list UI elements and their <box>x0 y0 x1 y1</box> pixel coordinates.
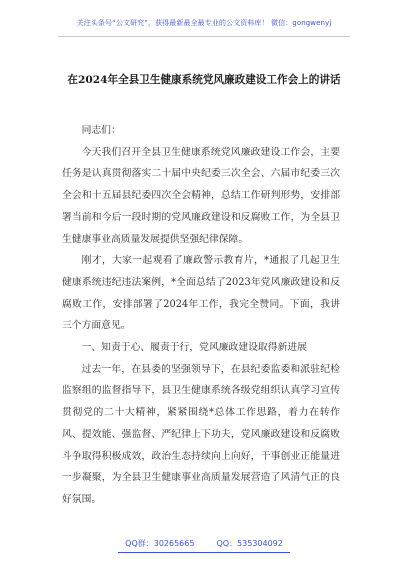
paragraph: 过去一年，在县委的坚强领导下，在县纪委监委和派驻纪检监察组的监督指导下，县卫生健康系统各级党组织认真学习宣传贯彻党的二十大精神，紧紧围绕*总体工作思路，着力在转作风、提效能、强监督、严纪律上下功夫，党风廉政建设和反腐败斗争取得积极成效，政治生态持续向上向好，干事创业正能量进一步凝聚，为全县卫生健康事业高质量发展营造了风清气正的良好氛围。 <box>62 363 340 505</box>
footer-contact <box>0 538 408 549</box>
section-heading: 一、知责于心、履责于行，党风廉政建设取得新进展 <box>81 342 307 354</box>
qq-contact-link[interactable]: QQ：535304092 <box>216 539 283 548</box>
footer-underline <box>118 552 290 553</box>
paragraph: 刚才，大家一起观看了廉政警示教育片，*通报了几起卫生健康系统违纪违法案例，*全面总结了2023年党风廉政建设和反腐败工作，安排部署了2024年工作，我完全赞同。下面，我讲三个方面意见。 <box>62 255 340 332</box>
document-body <box>62 120 340 511</box>
qq-group-link[interactable]: QQ群：30265665 <box>125 539 195 548</box>
paragraph: 今天我们召开全县卫生健康系统党风廉政建设工作会，主要任务是认真贯彻落实二十届中央纪委三次全会、六届市纪委三次全会和十五届县纪委四次全会精神，总结工作研判形势，安排部署当前和今后一段时期的党风廉政建设和反腐败工作，为全县卫生健康事业高质量发展提供坚强纪律保障。 <box>62 146 340 245</box>
header-banner[interactable]: 关注头条号“公文研究”，获得最新最全最专业的公文资料库！ 微信：gongwenyj <box>76 19 332 27</box>
document-title: 在2024年全县卫生健康系统党风廉政建设工作会上的讲话 <box>67 74 341 86</box>
salutation: 同志们： <box>81 125 121 136</box>
header-divider <box>58 36 350 37</box>
